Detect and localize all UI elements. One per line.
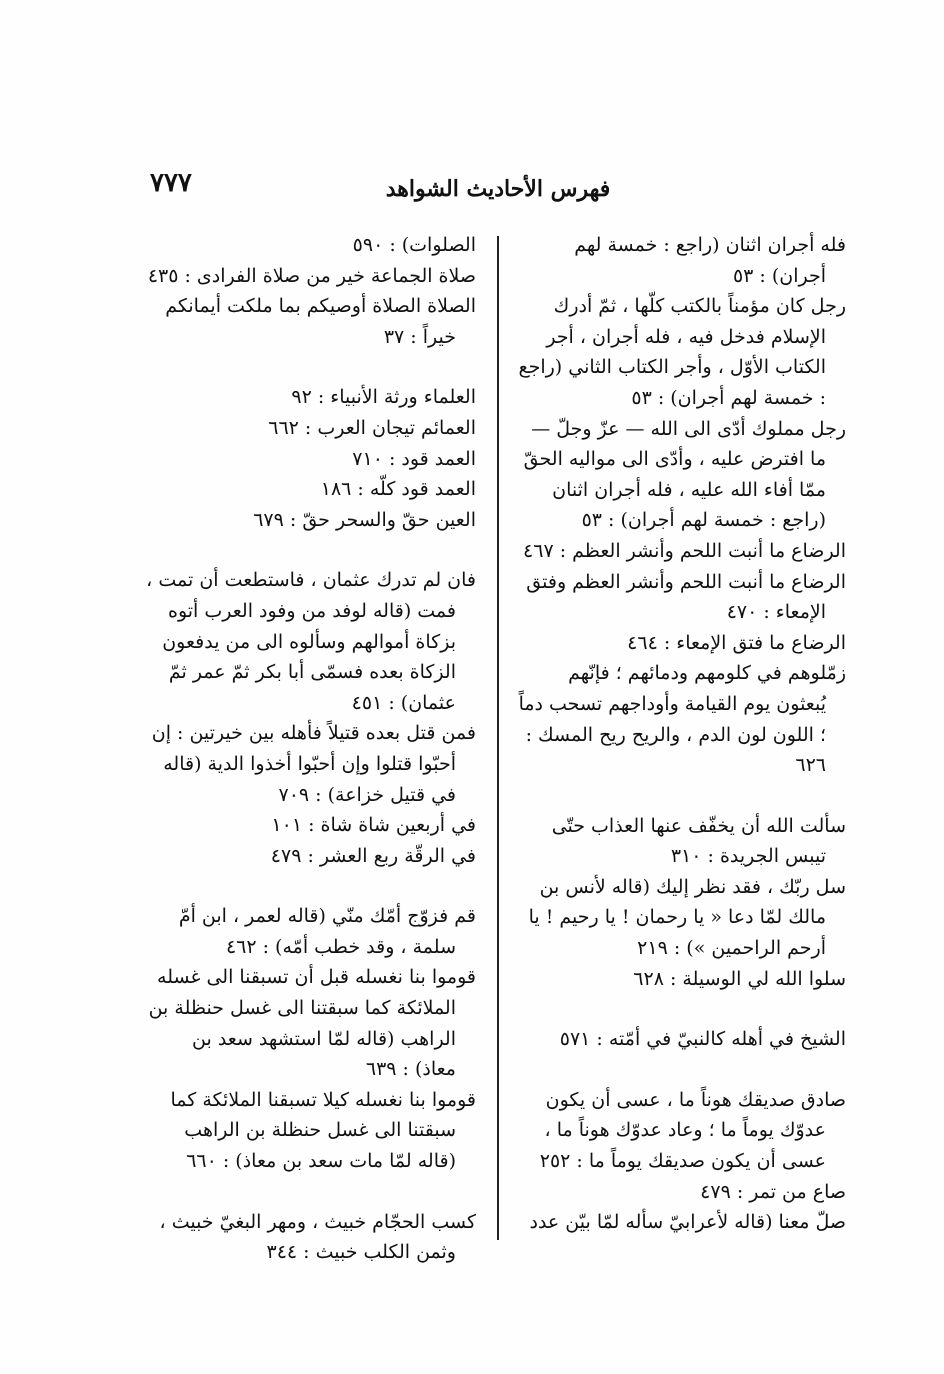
index-entry: قم فزوّج أمّك منّي (قاله لعمر ، ابن أمّ سلمة ، وقد خطب أمّه) : ٤٦٢ bbox=[178, 905, 476, 958]
page-header bbox=[150, 168, 846, 208]
index-entry: صادق صديقك هوناً ما ، عسى أن يكون عدوّك يوماً ما ؛ وعاد عدوّك هوناً ما ، عسى أن يكون صديقك يوماً ما : ٢٥٢ bbox=[539, 1088, 846, 1173]
index-entry: العمد قود كلّه : ١٨٦ bbox=[320, 478, 476, 501]
index-entry: صاع من تمر : ٤٧٩ bbox=[700, 1180, 846, 1203]
index-entry: الرضاع ما فتق الإمعاء : ٤٦٤ bbox=[627, 631, 846, 654]
index-entry: كسب الحجّام خبيث ، ومهر البغيّ خبيث ، وثمن الكلب خبيث : ٣٤٤ bbox=[159, 1210, 476, 1264]
index-entry: العلماء ورثة الأنبياء : ٩٢ bbox=[291, 386, 476, 409]
index-entry: العين حقّ والسحر حقّ : ٦٧٩ bbox=[253, 508, 476, 531]
index-entry: سلوا الله لي الوسيلة : ٦٢٨ bbox=[633, 967, 846, 990]
left-column bbox=[146, 230, 476, 1268]
index-entry: الرضاع ما أنبت اللحم وأنشر العظم : ٤٦٧ bbox=[523, 539, 846, 562]
index-entry: قوموا بنا نغسله قبل أن تسبقنا الى غسله الملائكة كما سبقتنا الى غسل حنظلة بن الراهب (قاله لمّا استشهد سعد بن معاذ) : ٦٣٩ bbox=[148, 966, 476, 1081]
index-entry: سألت الله أن يخفّف عنها العذاب حتّى تيبس الجريدة : ٣١٠ bbox=[551, 814, 846, 868]
index-entry: في أربعين شاة شاة : ١٠١ bbox=[271, 814, 476, 837]
index-entry: فله أجران اثنان (راجع : خمسة لهم أجران) : ٥٣ bbox=[574, 234, 846, 287]
index-entry: الشيخ في أهله كالنبيّ في أمّته : ٥٧١ bbox=[559, 1028, 846, 1051]
index-entry: العمد قود : ٧١٠ bbox=[352, 447, 476, 470]
index-entry: في الرقّة ربع العشر : ٤٧٩ bbox=[270, 844, 476, 867]
index-entry: الصلاة الصلاة أوصيكم بما ملكت أيمانكم خيراً : ٣٧ bbox=[165, 295, 476, 348]
index-entry: رجل كان مؤمناً بالكتب كلّها ، ثمّ أدرك الإسلام فدخل فيه ، فله أجران ، أجر الكتاب الأوّل ، وأجر الكتاب الثاني (راجع : خمسة لهم أجران) : ٥٣ bbox=[518, 295, 846, 409]
index-entry: فمن قتل بعده قتيلاً فأهله بين خيرتين : إن أحبّوا قتلوا وإن أحبّوا أخذوا الدية (قاله في قتيل خزاعة) : ٧٠٩ bbox=[151, 722, 476, 806]
index-entry: صلاة الجماعة خير من صلاة الفرادى : ٤٣٥ bbox=[147, 264, 476, 287]
index-entry: رجل مملوك أدّى الى الله — عزّ وجلّ — ما افترض عليه ، وأدّى الى مواليه الحقّ ممّا أفاء الله عليه ، فله أجران اثنان (راجع : خمسة لهم أجران) : ٥٣ bbox=[523, 417, 846, 532]
index-entry: قوموا بنا نغسله كيلا تسبقنا الملائكة كما سبقتنا الى غسل حنظلة بن الراهب (قاله لمّا مات سعد بن معاذ) : ٦٦٠ bbox=[170, 1088, 476, 1173]
index-entry: العمائم تيجان العرب : ٦٦٢ bbox=[268, 416, 476, 439]
index-entry: الرضاع ما أنبت اللحم وأنشر العظم وفتق الإمعاء : ٤٧٠ bbox=[526, 570, 846, 624]
index-entry: الصلوات) : ٥٩٠ bbox=[352, 234, 476, 256]
right-column bbox=[516, 230, 846, 1238]
column-divider bbox=[497, 236, 499, 1240]
index-entry: زمّلوهم في كلومهم ودمائهم ؛ فإنّهم يُبعثون يوم القيامة وأوداجهم تسحب دماً ؛ اللون لون الدم ، والريح ريح المسك : ٦٢٦ bbox=[518, 662, 846, 777]
page-number: ٧٧٧ bbox=[150, 168, 192, 198]
index-entry: سل ربّك ، فقد نظر إليك (قاله لأنس بن مالك لمّا دعا « يا رحمان ! يا رحيم ! يا أرحم الراحمين ») : ٢١٩ bbox=[528, 875, 846, 960]
running-title: فهرس الأحاديث الشواهد bbox=[385, 176, 611, 202]
index-entry: فان لم تدرك عثمان ، فاستطعت أن تمت ، فمت (قاله لوفد من وفود العرب أتوه بزكاة أموالهم وسألوه الى من يدفعون الزكاة بعده فسمّى أبا بكر ثمّ عمر ثمّ عثمان) : ٤٥١ bbox=[146, 569, 476, 714]
index-entry: صلّ معنا (قاله لأعرابيّ سأله لمّا بيّن عدد bbox=[529, 1211, 846, 1234]
